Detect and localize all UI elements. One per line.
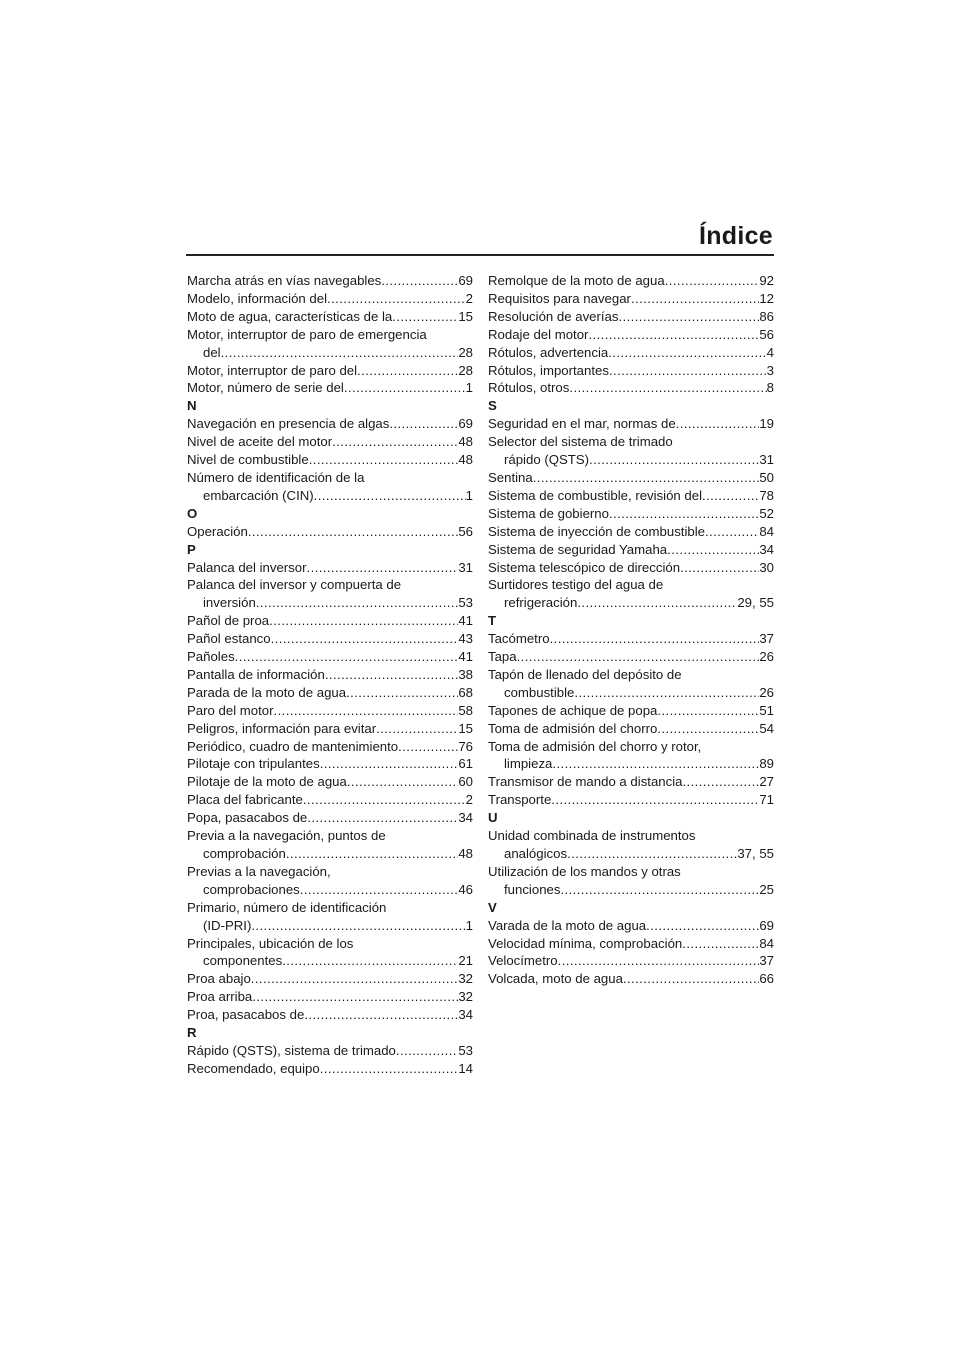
- index-entry-text: Toma de admisión del chorro y rotor,: [488, 738, 702, 754]
- title-rule: [186, 254, 774, 256]
- index-entry-page: 3: [766, 362, 774, 378]
- index-entry-page: 30: [759, 559, 774, 575]
- index-entry-page: 41: [458, 613, 473, 629]
- index-entry-label: Sistema telescópico de dirección: [488, 559, 681, 575]
- index-entry: [488, 827, 774, 863]
- index-entry-label: Velocidad mínima, comprobación: [488, 935, 683, 951]
- index-entry-label: Velocímetro: [488, 953, 558, 969]
- dot-leader: [517, 648, 760, 666]
- index-entry-label: Rótulos, advertencia: [488, 344, 609, 360]
- index-entry-label: refrigeración: [504, 595, 578, 611]
- index-entry: [187, 290, 473, 308]
- index-entry-label: Recomendado, equipo: [187, 1060, 320, 1076]
- index-entry-label: Placa del fabricante: [187, 792, 303, 808]
- dot-leader: [667, 541, 759, 559]
- index-entry-text: Previas a la navegación,: [187, 863, 331, 879]
- dot-leader: [307, 809, 458, 827]
- index-entry-page: 31: [458, 559, 473, 575]
- index-entry-page: 60: [458, 774, 473, 790]
- index-entry-page: 76: [458, 738, 473, 754]
- index-entry-label: Sistema de seguridad Yamaha: [488, 541, 668, 557]
- dot-leader: [631, 290, 759, 308]
- index-entry: [187, 415, 473, 433]
- index-entry-label: Pañol estanco: [187, 631, 271, 647]
- index-entry-label: Motor, interruptor de paro del: [187, 362, 358, 378]
- dot-leader: [252, 988, 458, 1006]
- index-entry: [488, 648, 774, 666]
- dot-leader: [251, 970, 459, 988]
- index-entry-label: del: [203, 344, 221, 360]
- index-entry: [488, 344, 774, 362]
- index-entry: [488, 469, 774, 487]
- dot-leader: [657, 702, 759, 720]
- dot-leader: [680, 559, 759, 577]
- dot-leader: [325, 666, 459, 684]
- index-entry: [488, 541, 774, 559]
- index-entry-label: combustible: [504, 684, 575, 700]
- index-entry-page: 58: [458, 702, 473, 718]
- dot-leader: [682, 773, 759, 791]
- index-entry-page: 66: [759, 971, 774, 987]
- dot-leader: [665, 272, 760, 290]
- index-entry: [187, 899, 473, 935]
- index-entry: [187, 272, 473, 290]
- index-entry-page: 32: [458, 971, 473, 987]
- dot-leader: [589, 451, 759, 469]
- index-entry: [187, 791, 473, 809]
- index-entry: [187, 523, 473, 541]
- index-entry: [488, 379, 774, 397]
- index-entry-text: Principales, ubicación de los: [187, 935, 354, 951]
- index-entry-text: Surtidores testigo del agua de: [488, 577, 664, 593]
- index-entry: [187, 308, 473, 326]
- dot-leader: [357, 362, 458, 380]
- dot-leader: [646, 917, 759, 935]
- dot-leader: [248, 523, 458, 541]
- index-entry-label: Tapa: [488, 649, 517, 665]
- index-entry-page: 1: [465, 917, 473, 933]
- index-entry: [187, 738, 473, 756]
- index-entry-text: Selector del sistema de trimado: [488, 434, 673, 450]
- index-entry-page: 15: [458, 308, 473, 324]
- index-entry-label: Proa arriba: [187, 989, 253, 1005]
- index-entry: [187, 773, 473, 791]
- index-entry-label: Nivel de aceite del motor: [187, 434, 333, 450]
- dot-leader: [588, 326, 759, 344]
- dot-leader: [550, 630, 760, 648]
- dot-leader: [300, 881, 459, 899]
- dot-leader: [303, 791, 466, 809]
- index-entry-page: 69: [759, 917, 774, 933]
- index-entry: [488, 272, 774, 290]
- index-entry: [488, 308, 774, 326]
- index-entry-page: 48: [458, 452, 473, 468]
- dot-leader: [609, 362, 767, 380]
- dot-leader: [577, 594, 737, 612]
- dot-leader: [344, 379, 466, 397]
- index-entry-label: rápido (QSTS): [504, 452, 590, 468]
- dot-leader: [221, 344, 459, 362]
- index-entry-label: Transmisor de mando a distancia: [488, 774, 683, 790]
- index-entry-label: Rápido (QSTS), sistema de trimado: [187, 1042, 396, 1058]
- index-entry: [488, 523, 774, 541]
- index-entry-label: Palanca del inversor: [187, 559, 307, 575]
- dot-leader: [376, 720, 458, 738]
- index-entry: [187, 666, 473, 684]
- index-entry: [187, 433, 473, 451]
- index-entry-label: Requisitos para navegar: [488, 290, 631, 306]
- index-entry: [187, 612, 473, 630]
- index-entry: [488, 863, 774, 899]
- index-entry-page: 37, 55: [737, 846, 774, 861]
- dot-leader: [320, 755, 459, 773]
- index-entry-page: 8: [766, 380, 774, 396]
- index-entry: [488, 630, 774, 648]
- dot-leader: [314, 487, 466, 505]
- index-entry-label: Tapones de achique de popa: [488, 702, 658, 718]
- index-entry-page: 4: [766, 344, 774, 360]
- index-entry: [488, 773, 774, 791]
- index-entry-label: Rótulos, otros: [488, 380, 570, 396]
- index-entry-label: Moto de agua, características de la: [187, 308, 393, 324]
- index-entry: [488, 738, 774, 774]
- index-section-letter: N: [187, 398, 197, 414]
- index-entry-label: comprobación: [203, 846, 286, 861]
- index-entry-page: 34: [759, 541, 774, 557]
- index-entry-page: 56: [759, 326, 774, 342]
- index-entry: [488, 415, 774, 433]
- dot-leader: [269, 612, 458, 630]
- index-entry: [187, 702, 473, 720]
- index-entry-page: 78: [759, 487, 774, 503]
- index-section-letter: P: [187, 541, 196, 557]
- index-entry-page: 69: [458, 416, 473, 432]
- dot-leader: [389, 415, 458, 433]
- index-entry: [488, 326, 774, 344]
- index-entry-page: 52: [759, 505, 774, 521]
- dot-leader: [307, 559, 459, 577]
- index-entry-text: Utilización de los mandos y otras: [488, 863, 681, 879]
- dot-leader: [271, 630, 459, 648]
- dot-leader: [682, 935, 759, 953]
- dot-leader: [396, 1042, 458, 1060]
- index-entry-label: Pañoles: [187, 649, 235, 665]
- dot-leader: [567, 845, 737, 863]
- index-entry-label: Pantalla de información: [187, 666, 325, 682]
- index-entry-page: 1: [465, 487, 473, 503]
- index-entry-label: Peligros, información para evitar: [187, 720, 377, 736]
- index-entry-label: Pañol de proa: [187, 613, 270, 629]
- index-entry: [488, 952, 774, 970]
- index-entry: [187, 326, 473, 362]
- dot-leader: [282, 952, 458, 970]
- index-entry-label: analógicos: [504, 846, 568, 861]
- dot-leader: [286, 845, 458, 863]
- index-entry-label: Navegación en presencia de algas: [187, 416, 390, 432]
- index-entry-page: 53: [458, 1042, 473, 1058]
- index-entry-page: 89: [759, 756, 774, 772]
- index-entry-page: 71: [759, 792, 774, 808]
- index-entry-label: embarcación (CIN): [203, 487, 314, 503]
- index-entry-page: 68: [458, 684, 473, 700]
- index-entry-label: Popa, pasacabos de: [187, 810, 308, 826]
- index-entry-label: funciones: [504, 881, 561, 897]
- index-entry-page: 2: [465, 290, 473, 306]
- index-entry-page: 15: [458, 720, 473, 736]
- dot-leader: [702, 487, 759, 505]
- index-entry-page: 14: [458, 1060, 473, 1076]
- dot-leader: [560, 881, 759, 899]
- index-entry: [187, 827, 473, 863]
- index-entry-label: Sistema de combustible, revisión del: [488, 487, 703, 503]
- index-entry-label: Toma de admisión del chorro: [488, 720, 658, 736]
- index-entry-page: 32: [458, 989, 473, 1005]
- dot-leader: [676, 415, 760, 433]
- index-entry: [488, 576, 774, 612]
- index-entry-label: Rodaje del motor: [488, 326, 589, 342]
- index-entry-page: 53: [458, 595, 473, 611]
- index-entry: [187, 720, 473, 738]
- index-entry-label: Sentina: [488, 469, 533, 485]
- index-entry: [187, 630, 473, 648]
- index-entry-page: 69: [458, 273, 473, 288]
- index-entry-label: Transporte: [488, 792, 552, 808]
- index-entry: [187, 755, 473, 773]
- index-entry: [187, 988, 473, 1006]
- index-entry-page: 41: [458, 649, 473, 665]
- index-entry-label: Seguridad en el mar, normas de: [488, 416, 676, 432]
- dot-leader: [381, 272, 458, 290]
- dot-leader: [309, 451, 459, 469]
- index-entry-text: Unidad combinada de instrumentos: [488, 828, 696, 844]
- index-entry: [488, 559, 774, 577]
- index-entry-page: 34: [458, 1007, 473, 1023]
- index-entry-page: 46: [458, 881, 473, 897]
- dot-leader: [304, 1006, 458, 1024]
- index-entry-page: 28: [458, 344, 473, 360]
- index-section-letter: V: [488, 899, 497, 915]
- index-entry-page: 51: [759, 702, 774, 718]
- index-entry-text: Tapón de llenado del depósito de: [488, 666, 682, 682]
- dot-leader: [392, 308, 458, 326]
- dot-leader: [332, 433, 458, 451]
- index-entry-page: 26: [759, 684, 774, 700]
- index-entry-label: Remolque de la moto de agua: [488, 273, 665, 288]
- index-entry-label: Proa abajo: [187, 971, 251, 987]
- page-title: Índice: [698, 222, 773, 250]
- index-entry: [488, 917, 774, 935]
- index-entry-label: Tacómetro: [488, 631, 550, 647]
- index-entry: [187, 1042, 473, 1060]
- index-entry: [488, 433, 774, 469]
- dot-leader: [618, 308, 759, 326]
- index-entry-text: Motor, interruptor de paro de emergencia: [187, 326, 427, 342]
- dot-leader: [347, 773, 459, 791]
- dot-leader: [558, 952, 760, 970]
- dot-leader: [320, 1060, 459, 1078]
- dot-leader: [346, 684, 458, 702]
- index-entry-page: 28: [458, 362, 473, 378]
- dot-leader: [569, 379, 766, 397]
- index-entry-label: Modelo, información del: [187, 290, 328, 306]
- dot-leader: [533, 469, 760, 487]
- index-entry: [488, 487, 774, 505]
- index-entry: [488, 935, 774, 953]
- dot-leader: [235, 648, 459, 666]
- index-entry: [187, 648, 473, 666]
- index-entry: [187, 1006, 473, 1024]
- index-entry-label: Rótulos, importantes: [488, 362, 609, 378]
- dot-leader: [574, 684, 759, 702]
- dot-leader: [398, 738, 458, 756]
- index-entry: [488, 970, 774, 988]
- index-entry-page: 26: [759, 649, 774, 665]
- dot-leader: [552, 755, 759, 773]
- index-entry-label: Nivel de combustible: [187, 452, 309, 468]
- index-entry: [488, 290, 774, 308]
- index-entry-label: Operación: [187, 523, 248, 539]
- index-entry: [187, 809, 473, 827]
- index-entry-label: Pilotaje de la moto de agua: [187, 774, 347, 790]
- index-entry: [187, 362, 473, 380]
- index-entry-text: Previa a la navegación, puntos de: [187, 828, 386, 844]
- dot-leader: [623, 970, 759, 988]
- index-entry: [488, 720, 774, 738]
- dot-leader: [609, 505, 759, 523]
- index-entry-label: Paro del motor: [187, 702, 274, 718]
- index-entry-label: Periódico, cuadro de mantenimiento: [187, 738, 399, 754]
- dot-leader: [657, 720, 759, 738]
- index-entry-label: (ID-PRI): [203, 917, 252, 933]
- index-entry-page: 48: [458, 434, 473, 450]
- index-entry: [187, 863, 473, 899]
- index-entry-label: Proa, pasacabos de: [187, 1007, 305, 1023]
- index-section-letter: O: [187, 505, 198, 521]
- index-entry-label: Sistema de gobierno: [488, 505, 609, 521]
- dot-leader: [608, 344, 766, 362]
- index-entry-page: 56: [458, 523, 473, 539]
- index-entry-page: 48: [458, 846, 473, 861]
- index-entry: [488, 505, 774, 523]
- index-entry-text: Número de identificación de la: [187, 469, 365, 485]
- dot-leader: [551, 791, 759, 809]
- dot-leader: [251, 917, 465, 935]
- index-entry-label: componentes: [203, 953, 283, 969]
- index-section-letter: R: [187, 1025, 197, 1041]
- index-entry-page: 84: [759, 935, 774, 951]
- index-column-left: [187, 272, 473, 1078]
- index-entry: [187, 1060, 473, 1078]
- index-entry-text: Primario, número de identificación: [187, 899, 387, 915]
- index-entry: [187, 935, 473, 971]
- index-entry: [187, 576, 473, 612]
- dot-leader: [274, 702, 459, 720]
- index-entry: [187, 559, 473, 577]
- index-entry-page: 37: [759, 953, 774, 969]
- index-entry-label: Parada de la moto de agua: [187, 684, 347, 700]
- index-entry-page: 31: [759, 452, 774, 468]
- index-entry-label: Varada de la moto de agua: [488, 917, 647, 933]
- index-entry: [187, 451, 473, 469]
- index-entry-page: 43: [458, 631, 473, 647]
- index-entry: [488, 666, 774, 702]
- index-entry: [488, 362, 774, 380]
- index-entry-page: 37: [759, 631, 774, 647]
- index-entry: [488, 791, 774, 809]
- index-entry-label: Marcha atrás en vías navegables: [187, 273, 382, 288]
- index-section-letter: U: [488, 810, 498, 826]
- index-entry-page: 54: [759, 720, 774, 736]
- index-entry-label: comprobaciones: [203, 881, 300, 897]
- index-entry: [488, 702, 774, 720]
- index-section-letter: S: [488, 398, 497, 414]
- index-entry-page: 50: [759, 469, 774, 485]
- index-entry-text: Palanca del inversor y compuerta de: [187, 577, 402, 593]
- index-entry-page: 61: [458, 756, 473, 772]
- dot-leader: [327, 290, 466, 308]
- index-section-letter: T: [488, 613, 497, 629]
- index-entry-label: Volcada, moto de agua: [488, 971, 623, 987]
- dot-leader: [705, 523, 759, 541]
- index-entry-page: 21: [458, 953, 473, 969]
- index-entry-label: Resolución de averías: [488, 308, 619, 324]
- dot-leader: [256, 594, 459, 612]
- index-entry-page: 86: [759, 308, 774, 324]
- index-entry-page: 84: [759, 523, 774, 539]
- index-entry-label: Pilotaje con tripulantes: [187, 756, 320, 772]
- index-entry-page: 1: [465, 380, 473, 396]
- index-entry-page: 92: [759, 273, 774, 288]
- index-entry-page: 19: [759, 416, 774, 432]
- index-entry-page: 2: [465, 792, 473, 808]
- index-entry-label: limpieza: [504, 756, 553, 772]
- index-entry-page: 25: [759, 881, 774, 897]
- index-entry-page: 12: [759, 290, 774, 306]
- index-entry-page: 38: [458, 666, 473, 682]
- index-column-right: [488, 272, 774, 988]
- index-entry-label: Sistema de inyección de combustible: [488, 523, 705, 539]
- index-entry: [187, 469, 473, 505]
- index-entry: [187, 379, 473, 397]
- index-entry: [187, 970, 473, 988]
- index-entry-page: 34: [458, 810, 473, 826]
- index-entry-page: 29, 55: [737, 595, 774, 611]
- index-entry-label: Motor, número de serie del: [187, 380, 344, 396]
- index-entry-label: inversión: [203, 595, 256, 611]
- index-entry: [187, 684, 473, 702]
- index-entry-page: 27: [759, 774, 774, 790]
